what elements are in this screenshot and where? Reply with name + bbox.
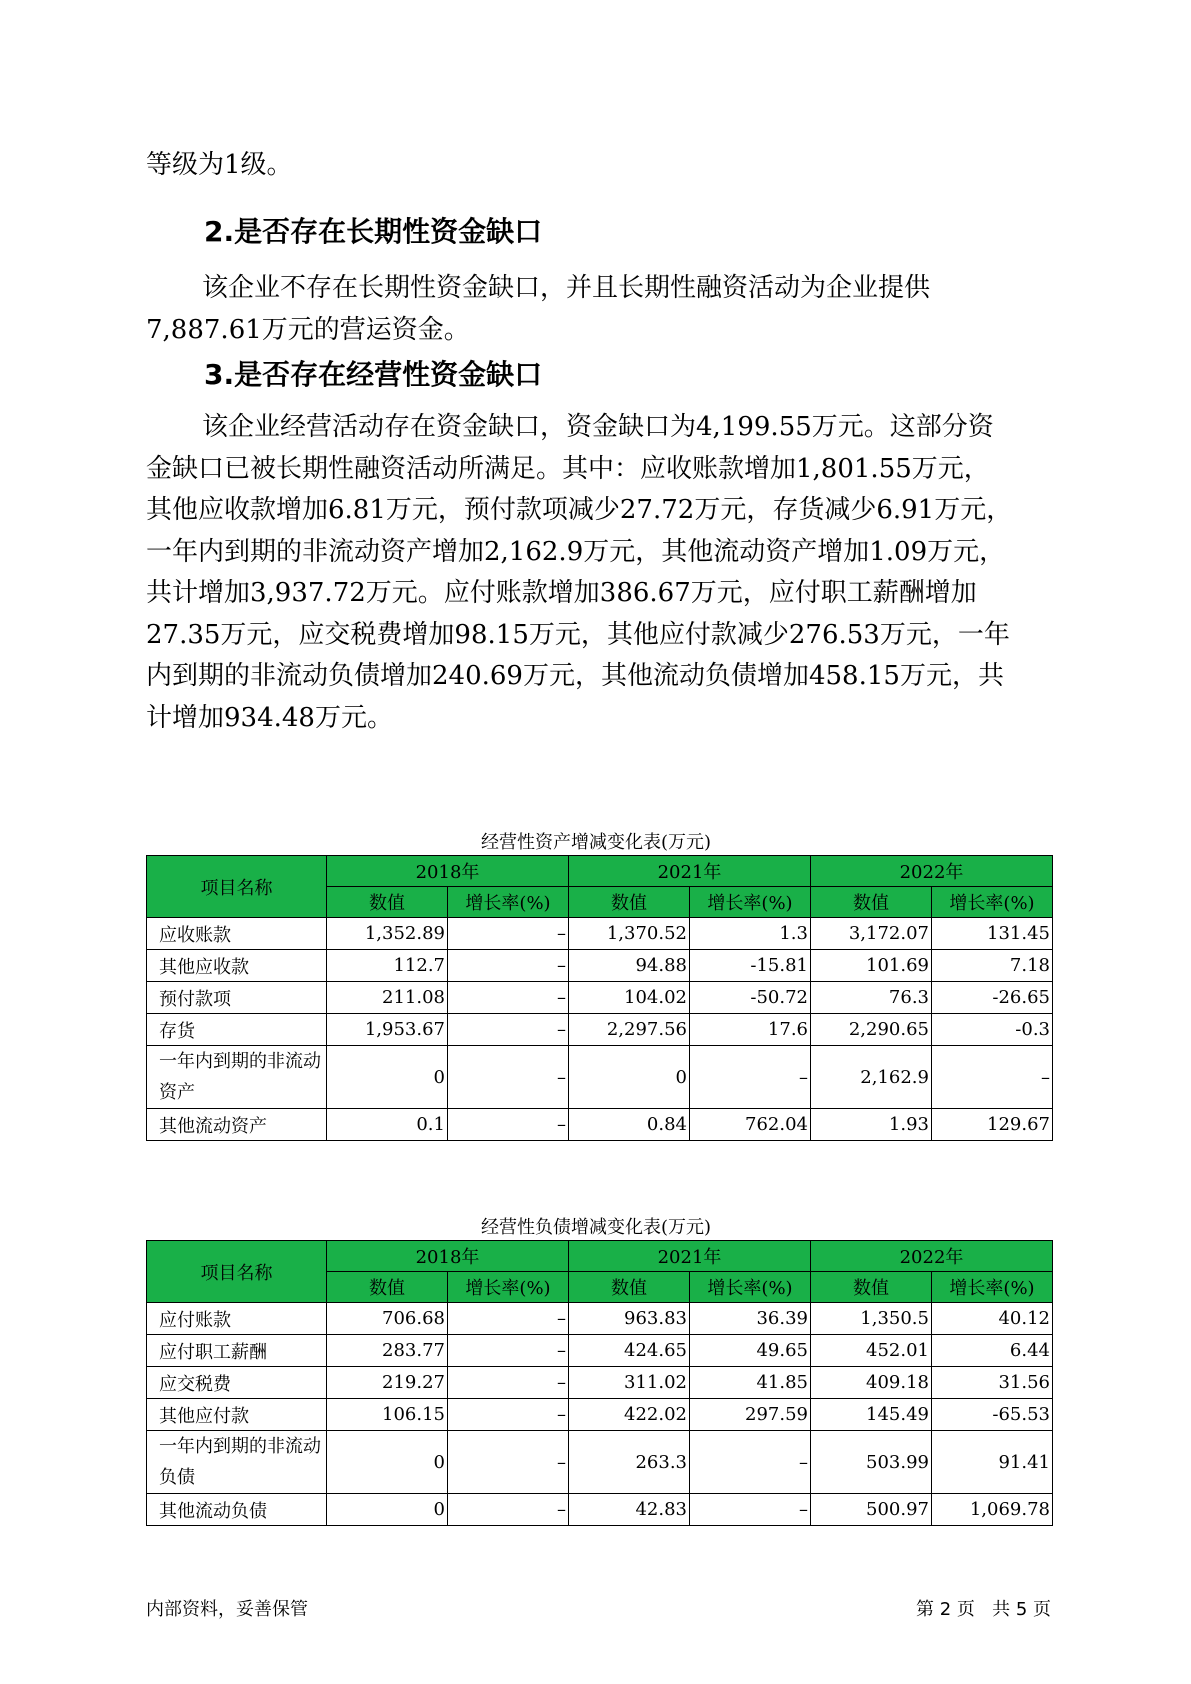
cell: 94.88 — [569, 950, 690, 982]
cell: 219.27 — [327, 1367, 448, 1399]
cell: 1,370.52 — [569, 918, 690, 950]
cell: 2,290.65 — [811, 1014, 932, 1046]
table-header-row — [147, 1241, 1053, 1272]
row-name: 其他流动资产 — [147, 1109, 327, 1141]
paragraph-line: 内到期的非流动负债增加240.69万元，其他流动负债增加458.15万元，共 — [146, 661, 1004, 691]
cell: 500.97 — [811, 1494, 932, 1526]
paragraph-line: 其他应收款增加6.81万元，预付款项减少27.72万元，存货减少6.91万元， — [146, 495, 1013, 525]
liabilities-change-table — [146, 1240, 1053, 1526]
header-value: 数值 — [569, 887, 690, 918]
cell: 706.68 — [327, 1303, 448, 1335]
cell: – — [448, 918, 569, 950]
cell: 112.7 — [327, 950, 448, 982]
cell: 49.65 — [690, 1335, 811, 1367]
cell: -50.72 — [690, 982, 811, 1014]
cell: 422.02 — [569, 1399, 690, 1431]
cell: 17.6 — [690, 1014, 811, 1046]
header-value: 数值 — [569, 1272, 690, 1303]
cell: -26.65 — [932, 982, 1053, 1014]
cell: 1,352.89 — [327, 918, 448, 950]
cell: 0 — [327, 1046, 448, 1109]
table-row — [147, 1046, 1053, 1109]
cell: – — [448, 1367, 569, 1399]
cell: – — [448, 1494, 569, 1526]
cell: 1.3 — [690, 918, 811, 950]
assets-change-table — [146, 855, 1053, 1141]
header-value: 数值 — [811, 1272, 932, 1303]
cell: 7.18 — [932, 950, 1053, 982]
cell: 0.1 — [327, 1109, 448, 1141]
cell: – — [448, 1109, 569, 1141]
paragraph-line: 该企业不存在长期性资金缺口，并且长期性融资活动为企业提供 — [202, 273, 931, 303]
paragraph-line: 7,887.61万元的营运资金。 — [146, 314, 470, 345]
header-item-name: 项目名称 — [147, 856, 327, 918]
row-name: 存货 — [147, 1014, 327, 1046]
cell: – — [448, 982, 569, 1014]
header-value: 数值 — [811, 887, 932, 918]
table-caption-assets: 经营性资产增减变化表(万元) — [480, 832, 712, 853]
header-year: 2021年 — [569, 856, 811, 887]
cell: 963.83 — [569, 1303, 690, 1335]
cell: 1,350.5 — [811, 1303, 932, 1335]
section-heading-2: 2.是否存在长期性资金缺口 — [204, 215, 543, 248]
cell: 283.77 — [327, 1335, 448, 1367]
cell: -0.3 — [932, 1014, 1053, 1046]
header-year: 2018年 — [327, 1241, 569, 1272]
paragraph-line: 金缺口已被长期性融资活动所满足。其中：应收账款增加1,801.55万元， — [146, 453, 990, 484]
cell: -65.53 — [932, 1399, 1053, 1431]
cell: – — [448, 1046, 569, 1109]
row-name: 应付账款 — [147, 1303, 327, 1335]
footer-page-number: 第 2 页 共 5 页 — [916, 1599, 1051, 1620]
cell: 101.69 — [811, 950, 932, 982]
header-year: 2021年 — [569, 1241, 811, 1272]
cell: 42.83 — [569, 1494, 690, 1526]
row-name: 预付款项 — [147, 982, 327, 1014]
paragraph-line: 共计增加3,937.72万元。应付账款增加386.67万元，应付职工薪酬增加 — [146, 578, 977, 608]
table-row — [147, 1431, 1053, 1494]
row-name: 一年内到期的非流动资产 — [147, 1046, 327, 1109]
header-value: 数值 — [327, 887, 448, 918]
cell: – — [448, 1431, 569, 1494]
cell: 0 — [327, 1494, 448, 1526]
table-row — [147, 1399, 1053, 1431]
cell: – — [690, 1494, 811, 1526]
cell: – — [448, 1399, 569, 1431]
paragraph-line: 计增加934.48万元。 — [146, 702, 393, 733]
cell: 40.12 — [932, 1303, 1053, 1335]
table-row — [147, 918, 1053, 950]
table-header-row — [147, 856, 1053, 887]
row-name: 其他应收款 — [147, 950, 327, 982]
paragraph-long-term-gap — [146, 268, 1046, 351]
header-year: 2022年 — [811, 1241, 1053, 1272]
header-rate: 增长率(%) — [448, 887, 569, 918]
cell: 31.56 — [932, 1367, 1053, 1399]
cell: – — [690, 1431, 811, 1494]
paragraph-line: 该企业经营活动存在资金缺口，资金缺口为4,199.55万元。这部分资 — [202, 412, 994, 442]
table-row — [147, 1335, 1053, 1367]
cell: – — [448, 1303, 569, 1335]
row-name: 其他应付款 — [147, 1399, 327, 1431]
table-row — [147, 1014, 1053, 1046]
cell: 3,172.07 — [811, 918, 932, 950]
cell: 129.67 — [932, 1109, 1053, 1141]
cell: – — [690, 1046, 811, 1109]
table-row — [147, 950, 1053, 982]
row-name: 应付职工薪酬 — [147, 1335, 327, 1367]
cell: 1,069.78 — [932, 1494, 1053, 1526]
paragraph-line: 一年内到期的非流动资产增加2,162.9万元，其他流动资产增加1.09万元， — [146, 536, 1006, 567]
cell: 91.41 — [932, 1431, 1053, 1494]
table-row — [147, 1367, 1053, 1399]
row-name: 应收账款 — [147, 918, 327, 950]
header-item-name: 项目名称 — [147, 1241, 327, 1303]
section-heading-3: 3.是否存在经营性资金缺口 — [204, 358, 543, 391]
cell: 452.01 — [811, 1335, 932, 1367]
paragraph-grade: 等级为1级。 — [146, 150, 293, 180]
table-caption-liabilities: 经营性负债增减变化表(万元) — [480, 1217, 712, 1238]
row-name: 其他流动负债 — [147, 1494, 327, 1526]
cell: 76.3 — [811, 982, 932, 1014]
cell: 211.08 — [327, 982, 448, 1014]
cell: 503.99 — [811, 1431, 932, 1494]
cell: 2,162.9 — [811, 1046, 932, 1109]
cell: 297.59 — [690, 1399, 811, 1431]
header-rate: 增长率(%) — [690, 887, 811, 918]
cell: 762.04 — [690, 1109, 811, 1141]
cell: 36.39 — [690, 1303, 811, 1335]
cell: -15.81 — [690, 950, 811, 982]
paragraph-operating-gap — [146, 407, 1046, 739]
table-row — [147, 1494, 1053, 1526]
cell: 409.18 — [811, 1367, 932, 1399]
header-rate: 增长率(%) — [932, 887, 1053, 918]
cell: 311.02 — [569, 1367, 690, 1399]
cell: 2,297.56 — [569, 1014, 690, 1046]
cell: 145.49 — [811, 1399, 932, 1431]
cell: 0 — [327, 1431, 448, 1494]
cell: 1.93 — [811, 1109, 932, 1141]
cell: 424.65 — [569, 1335, 690, 1367]
cell: 1,953.67 — [327, 1014, 448, 1046]
cell: 131.45 — [932, 918, 1053, 950]
cell: 106.15 — [327, 1399, 448, 1431]
footer-confidential-note: 内部资料，妥善保管 — [146, 1599, 308, 1620]
row-name: 应交税费 — [147, 1367, 327, 1399]
cell: – — [448, 1335, 569, 1367]
cell: – — [932, 1046, 1053, 1109]
table-row — [147, 1303, 1053, 1335]
cell: 0 — [569, 1046, 690, 1109]
table-row — [147, 982, 1053, 1014]
row-name: 一年内到期的非流动负债 — [147, 1431, 327, 1494]
header-year: 2018年 — [327, 856, 569, 887]
header-rate: 增长率(%) — [448, 1272, 569, 1303]
cell: – — [448, 1014, 569, 1046]
cell: 263.3 — [569, 1431, 690, 1494]
paragraph-line: 27.35万元，应交税费增加98.15万元，其他应付款减少276.53万元，一年 — [146, 619, 1010, 650]
cell: – — [448, 950, 569, 982]
header-year: 2022年 — [811, 856, 1053, 887]
header-rate: 增长率(%) — [932, 1272, 1053, 1303]
header-rate: 增长率(%) — [690, 1272, 811, 1303]
cell: 0.84 — [569, 1109, 690, 1141]
cell: 41.85 — [690, 1367, 811, 1399]
table-row — [147, 1109, 1053, 1141]
cell: 6.44 — [932, 1335, 1053, 1367]
cell: 104.02 — [569, 982, 690, 1014]
header-value: 数值 — [327, 1272, 448, 1303]
